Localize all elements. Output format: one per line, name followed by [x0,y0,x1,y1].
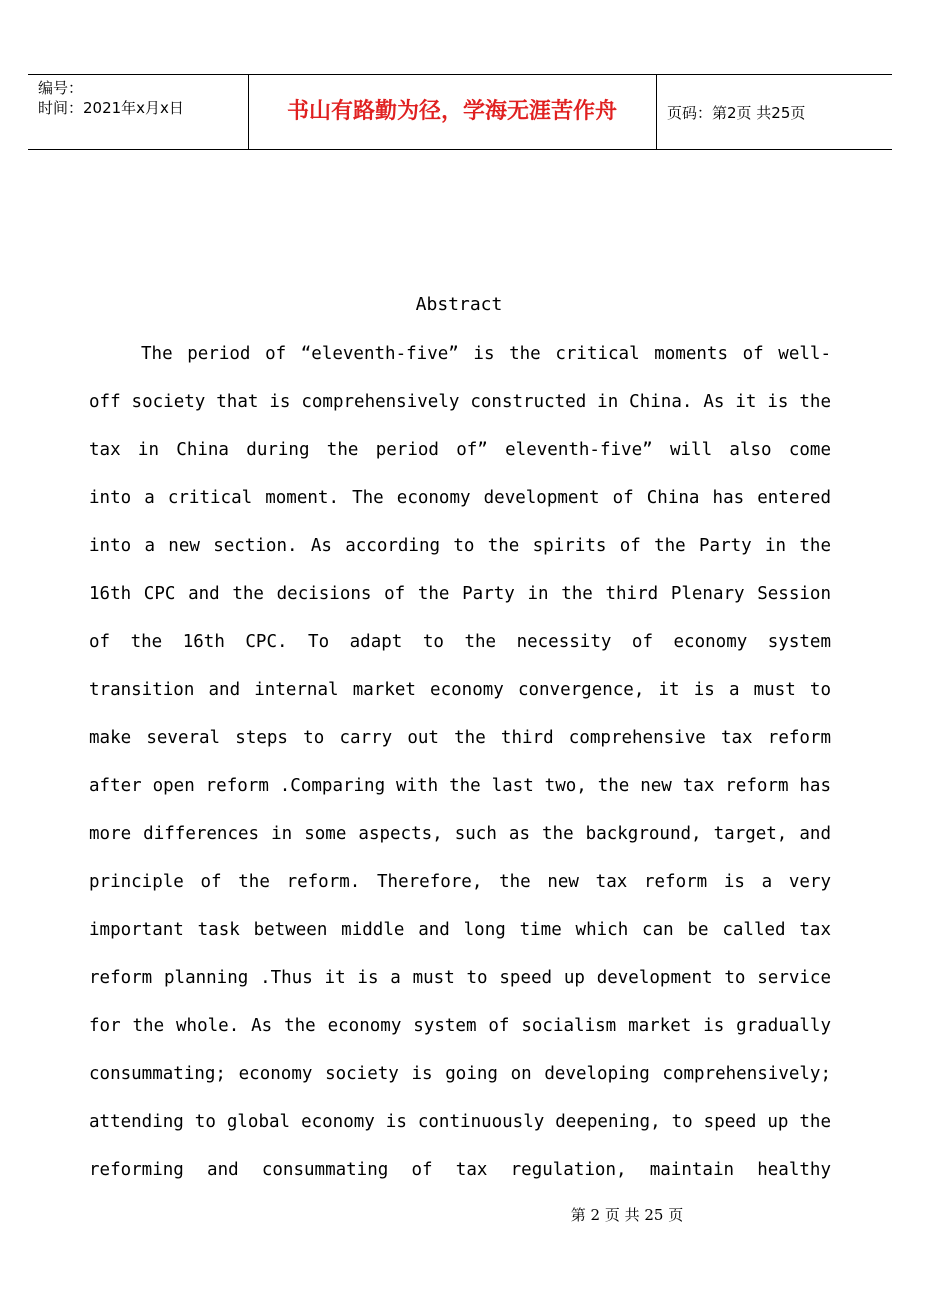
abstract-line: attending to global economy is continuously deepening, to speed up the [89,1112,831,1132]
abstract-line: off society that is comprehensively constructed in China. As it is the [89,392,831,412]
abstract-title: Abstract [415,294,503,315]
document-time-label: 时间：2021年x月x日 [38,99,184,117]
abstract-line: after open reform .Comparing with the last two, the new tax reform has [89,776,831,796]
abstract-line: transition and internal market economy convergence, it is a must to [89,680,831,700]
abstract-line: into a critical moment. The economy development of China has entered [89,488,831,508]
abstract-line: reforming and consummating of tax regulation, maintain healthy [89,1160,831,1180]
header-middle-cell [248,75,657,149]
abstract-line: consummating; economy society is going on developing comprehensively; [89,1064,831,1084]
abstract-line: The period of “eleventh-five” is the critical moments of well- [141,344,831,364]
abstract-line: important task between middle and long time which can be called tax [89,920,831,940]
document-header [28,74,892,150]
header-left-cell [28,75,249,149]
abstract-line: into a new section. As according to the spirits of the Party in the [89,536,831,556]
header-motto: 书山有路勤为径，学海无涯苦作舟 [286,98,617,124]
abstract-line: tax in China during the period of” eleventh-five” will also come [89,440,831,460]
page-footer: 第 2 页 共 25 页 [570,1206,684,1224]
abstract-line: 16th CPC and the decisions of the Party in the third Plenary Session [89,584,831,604]
document-number-label: 编号： [38,79,84,97]
abstract-line: of the 16th CPC. To adapt to the necessity of economy system [89,632,831,652]
header-right-cell [657,75,892,149]
abstract-line: reform planning .Thus it is a must to speed up development to service [89,968,831,988]
header-page-info: 页码：第2页 共25页 [667,104,806,122]
abstract-line: more differences in some aspects, such as the background, target, and [89,824,831,844]
abstract-line: for the whole. As the economy system of socialism market is gradually [89,1016,831,1036]
abstract-line: principle of the reform. Therefore, the new tax reform is a very [89,872,831,892]
abstract-line: make several steps to carry out the third comprehensive tax reform [89,728,831,748]
abstract-body [89,338,831,1202]
